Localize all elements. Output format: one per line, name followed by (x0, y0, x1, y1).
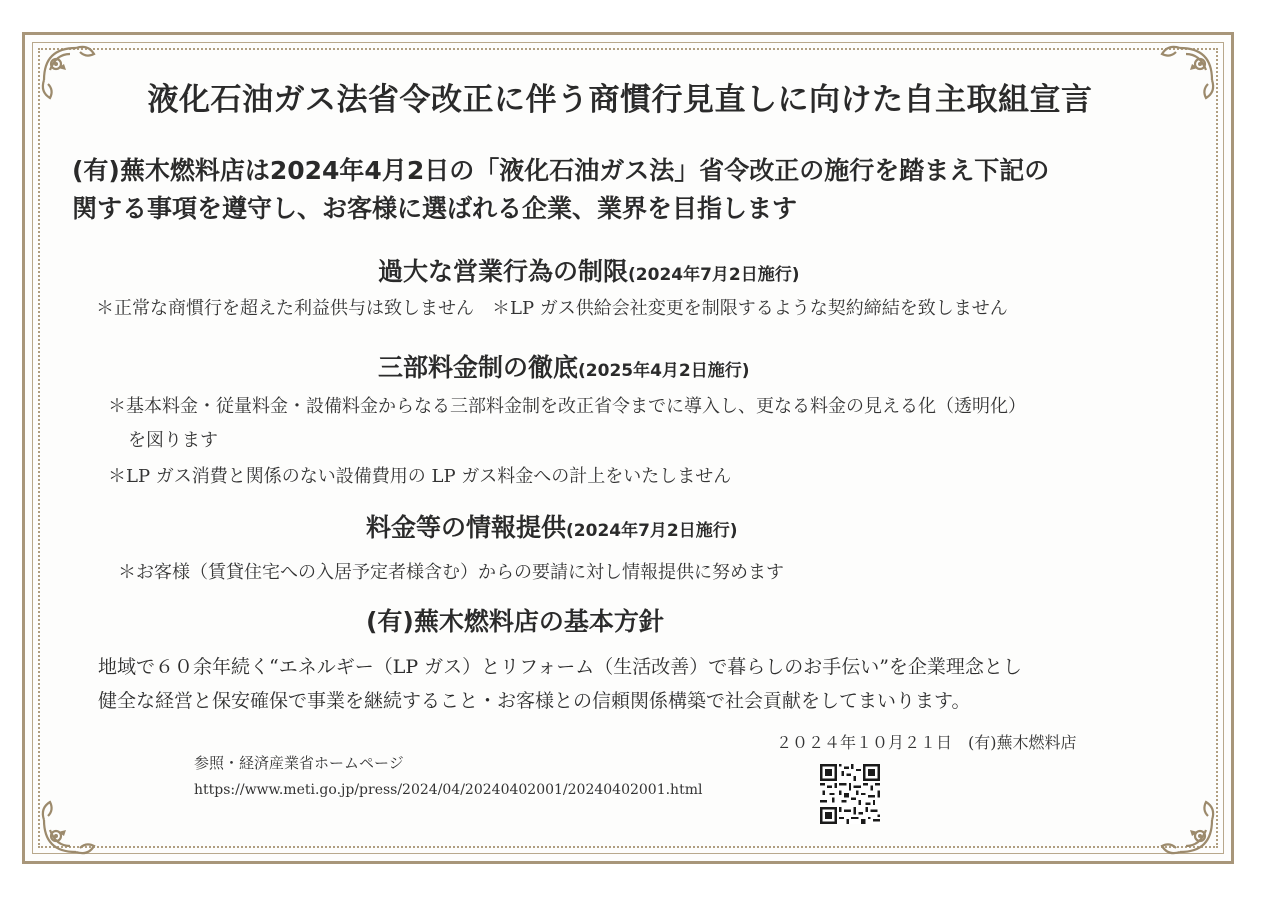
document-title: 液化石油ガス法省令改正に伴う商慣行見直しに向けた自主取組宣言 (147, 82, 1093, 118)
list-item: ＊基本料金・従量料金・設備料金からなる三部料金制を改正省令までに導入し、更なる料金の見える化（透明化） (108, 396, 1026, 417)
section-heading-excessive-sales (378, 252, 800, 288)
policy-line: 地域で６０余年続く“エネルギー（LP ガス）とリフォーム（生活改善）で暮らしのお手伝い”を企業理念とし (98, 656, 1022, 678)
corner-flourish-icon (36, 790, 106, 860)
list-item: ＊LP ガス消費と関係のない設備費用の LP ガス料金への計上をいたしません (108, 466, 732, 487)
intro-line: (有)蕪木燃料店は2024年4月2日の「液化石油ガス法」省令改正の施行を踏まえ下記の (72, 156, 1050, 185)
policy-line: 健全な経営と保安確保で事業を継続すること・お客様との信頼関係構築で社会貢献をしてまいります。 (98, 690, 971, 712)
intro-line: 関する事項を遵守し、お客様に選ばれる企業、業界を目指します (72, 194, 798, 223)
section-date: (2024年7月2日施行) (628, 265, 800, 285)
section-heading-basic-policy (366, 602, 664, 638)
section-heading-pricing-info (366, 508, 738, 544)
section-heading-three-part-pricing (378, 348, 750, 384)
section-title: (有)蕪木燃料店の基本方針 (366, 607, 664, 636)
section-title: 料金等の情報提供 (366, 513, 567, 542)
signature-date: ２０２４年１０月２１日 (有)蕪木燃料店 (776, 733, 1077, 752)
list-item: ＊正常な商慣行を超えた利益供与は致しません ＊LP ガス供給会社変更を制限するような契約締結を致しません (96, 298, 1008, 319)
section-date: (2024年7月2日施行) (566, 521, 738, 541)
section-date: (2025年4月2日施行) (578, 361, 750, 381)
section-title: 過大な営業行為の制限 (378, 257, 629, 286)
qr-code-icon[interactable] (820, 764, 880, 824)
section-title: 三部料金制の徹底 (378, 353, 579, 382)
intro-paragraph (72, 152, 1212, 228)
reference-url[interactable]: https://www.meti.go.jp/press/2024/04/20240402001/20240402001.html (194, 782, 703, 798)
corner-flourish-icon (1150, 790, 1220, 860)
list-item: を図ります (128, 430, 218, 451)
list-item: ＊お客様（賃貸住宅への入居予定者様含む）からの要請に対し情報提供に努めます (118, 562, 784, 583)
reference-label: 参照・経済産業省ホームページ (194, 754, 404, 772)
